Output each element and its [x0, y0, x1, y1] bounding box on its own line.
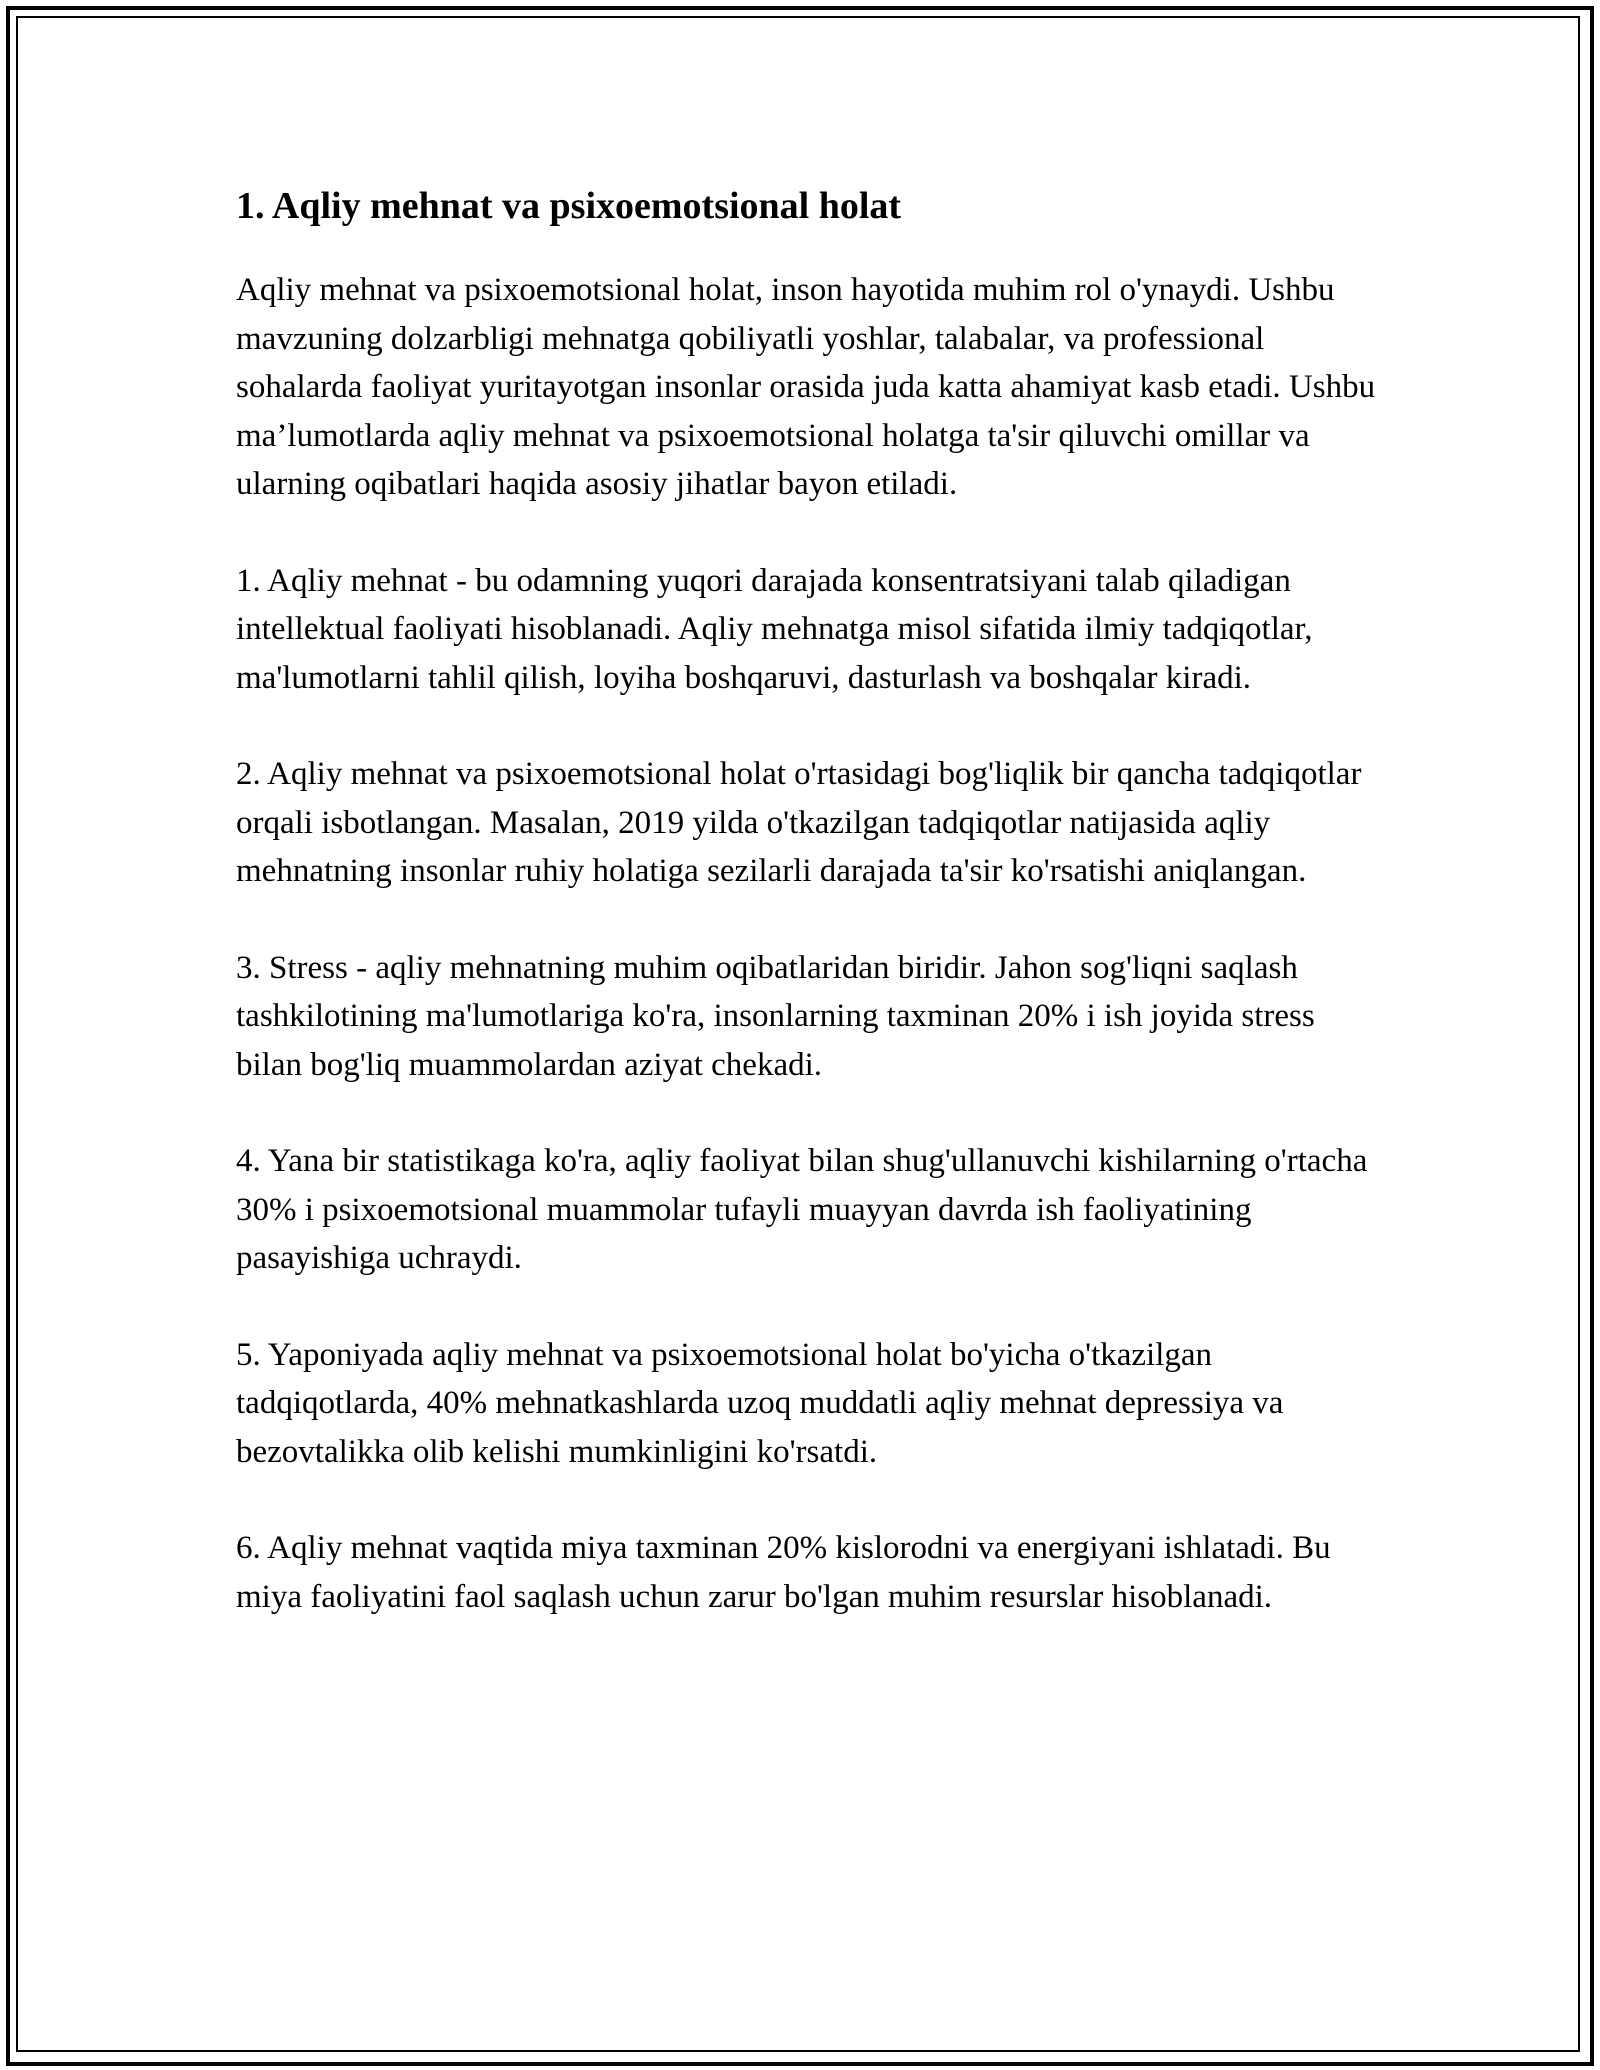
list-item-1: 1. Aqliy mehnat - bu odamning yuqori darajada konsentratsiyani talab qiladigan intellektual faoliyati hisoblanadi. Aqliy mehnatga misol sifatida ilmiy tadqiqotlar, ma'lumotlarni tahlil qilish, loyiha boshqaruvi, dasturlash va boshqalar kiradi.	[236, 562, 1313, 696]
list-item-5: 5. Yaponiyada aqliy mehnat va psixoemotsional holat bo'yicha o'tkazilgan tadqiqotlarda, 40% mehnatkashlarda uzoq muddatli aqliy mehnat depressiya va bezovtalikka olib kelishi mumkinligini ko'rsatdi.	[236, 1336, 1284, 1470]
section-heading: 1. Aqliy mehnat va psixoemotsional holat	[236, 185, 902, 227]
list-item-3: 3. Stress - aqliy mehnatning muhim oqibatlaridan biridir. Jahon sog'liqni saqlash tashkilotining ma'lumotlariga ko'ra, insonlarning taxminan 20% i ish joyida stress bilan bog'liq muammolardan aziyat chekadi.	[236, 949, 1315, 1083]
list-item-6: 6. Aqliy mehnat vaqtida miya taxminan 20% kislorodni va energiyani ishlatadi. Bu miya faoliyatini faol saqlash uchun zarur bo'lgan muhim resurslar hisoblanadi.	[236, 1530, 1331, 1615]
intro-paragraph: Aqliy mehnat va psixoemotsional holat, inson hayotida muhim rol o'ynaydi. Ushbu mavzuning dolzarbligi mehnatga qobiliyatli yoshlar, talabalar, va professional sohalarda faoliyat yuritayotgan insonlar orasida juda katta ahamiyat kasb etadi. Ushbu ma’lumotlarda aqliy mehnat va psixoemotsional holatga ta'sir qiluvchi omillar va ularning oqibatlari haqida asosiy jihatlar bayon etiladi.	[236, 272, 1376, 502]
list-item-2: 2. Aqliy mehnat va psixoemotsional holat o'rtasidagi bog'liqlik bir qancha tadqiqotlar orqali isbotlangan. Masalan, 2019 yilda o'tkazilgan tadqiqotlar natijasida aqliy mehnatning insonlar ruhiy holatiga sezilarli darajada ta'sir ko'rsatishi aniqlangan.	[236, 756, 1362, 889]
document-body	[236, 180, 1386, 1669]
list-item-4: 4. Yana bir statistikaga ko'ra, aqliy faoliyat bilan shug'ullanuvchi kishilarning o'rtacha 30% i psixoemotsional muammolar tufayli muayyan davrda ish faoliyatining pasayishiga uchraydi.	[236, 1143, 1368, 1276]
